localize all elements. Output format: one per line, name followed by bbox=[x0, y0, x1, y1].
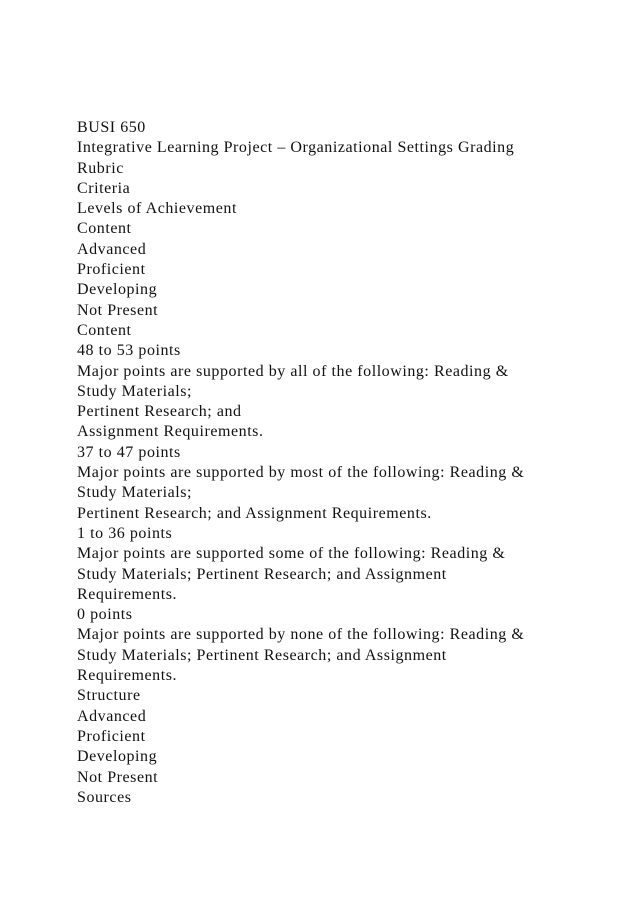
content-advanced-points: 48 to 53 points bbox=[77, 342, 181, 360]
content-developing-points: 1 to 36 points bbox=[77, 524, 173, 542]
level-developing: Developing bbox=[77, 281, 158, 299]
content-header: Content bbox=[77, 220, 132, 238]
level-developing: Developing bbox=[77, 748, 158, 766]
content-developing-description: Major points are supported some of the following: Reading & bbox=[77, 545, 506, 563]
content-proficient-description: Study Materials; bbox=[77, 484, 193, 502]
course-code: BUSI 650 bbox=[77, 119, 146, 136]
content-developing-description: Requirements. bbox=[77, 585, 178, 603]
content-advanced-description: Assignment Requirements. bbox=[77, 423, 264, 441]
content-not-present-description: Study Materials; Pertinent Research; and Assignment bbox=[77, 646, 447, 664]
content-developing-description: Study Materials; Pertinent Research; and Assignment bbox=[77, 565, 447, 583]
level-proficient: Proficient bbox=[77, 261, 146, 279]
level-proficient: Proficient bbox=[77, 727, 146, 745]
content-proficient-description: Pertinent Research; and Assignment Requirements. bbox=[77, 504, 432, 522]
document-title: Integrative Learning Project – Organizational Settings Grading bbox=[77, 139, 515, 157]
content-not-present-points: 0 points bbox=[77, 606, 133, 624]
document-text bbox=[77, 118, 597, 808]
criteria-heading: Criteria bbox=[77, 179, 131, 197]
content-proficient-points: 37 to 47 points bbox=[77, 443, 181, 461]
levels-heading: Levels of Achievement bbox=[77, 200, 237, 218]
structure-criterion: Structure bbox=[77, 687, 141, 705]
content-criterion: Content bbox=[77, 321, 132, 339]
sources-criterion: Sources bbox=[77, 788, 132, 806]
content-not-present-description: Requirements. bbox=[77, 667, 178, 685]
content-advanced-description: Pertinent Research; and bbox=[77, 403, 242, 421]
content-not-present-description: Major points are supported by none of the following: Reading & bbox=[77, 626, 525, 644]
level-not-present: Not Present bbox=[77, 301, 159, 319]
document-title-continued: Rubric bbox=[77, 159, 124, 177]
content-advanced-description: Major points are supported by all of the following: Reading & bbox=[77, 362, 509, 380]
content-advanced-description: Study Materials; bbox=[77, 382, 193, 400]
content-proficient-description: Major points are supported by most of the following: Reading & bbox=[77, 464, 525, 482]
level-not-present: Not Present bbox=[77, 768, 159, 786]
level-advanced: Advanced bbox=[77, 707, 147, 725]
level-advanced: Advanced bbox=[77, 240, 147, 258]
